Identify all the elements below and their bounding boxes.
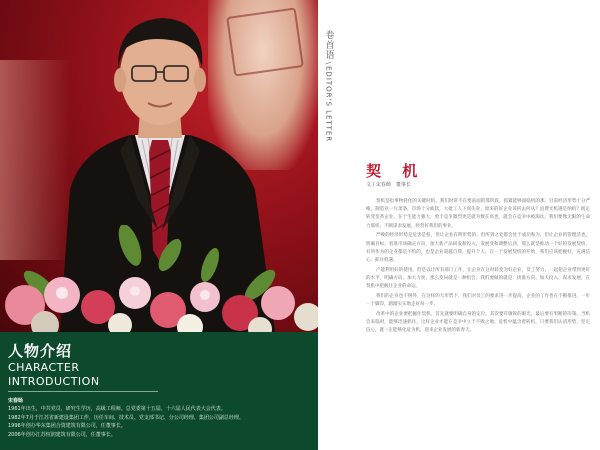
- article-paragraph: 产能利用好的使用。但是以让所有部门工作，让企业在这时转变为好企业，员工努力，一起把企业带到更好的水平。明确方向，加大力度，那么变局就是一种机会。我们要做的就是：找准方向、加大投入、谋求发展，在契机中把握住企业的命运。: [366, 267, 590, 290]
- article-title: 契 机: [366, 162, 426, 180]
- bio-line: 2006年创办江苏恒润建筑有限公司，任董事长。: [8, 431, 116, 438]
- portrait-photo: [0, 0, 318, 332]
- article-body: [366, 198, 590, 337]
- bio-line: 1961年出生，中共党员，研究生学历，高级工程师。总党委第十五届、十六届人民代表大会代表。: [8, 406, 226, 412]
- intro-title-cn: 人物介绍: [8, 342, 73, 360]
- flower-bouquet: [0, 225, 318, 332]
- section-header-separator: \: [324, 62, 332, 65]
- intro-bio: [8, 397, 310, 439]
- section-header-en: EDITOR'S LETTER: [324, 66, 333, 143]
- bio-line: 1996年创办华东集团合资建筑有限公司，任董事长。: [8, 423, 126, 429]
- character-intro-panel: [0, 332, 318, 450]
- intro-title-en: CHARACTER INTRODUCTION: [8, 361, 158, 392]
- article-byline: 文 / 宋春旸 董事长: [366, 182, 411, 188]
- right-page: [318, 0, 600, 450]
- person-name: 宋春旸: [8, 398, 24, 404]
- section-header-cn: 卷首语: [323, 30, 334, 60]
- article-paragraph: 改革中的企业要把握住契机，首先就要明确自身的定位，其次要有敏锐的眼光，最后要有果断的决策。当机会来临时，能够迅速抓住，这样企业才能在竞争中立于不败之地。危机中蕴含着转机，只要我们认清形势，坚定信心，就一定能够化危为机，迎来企业发展的新春天。: [366, 311, 590, 334]
- bio-line: 1982年7月于江苏省新建设集团工作，历任车间、技术员、党支部书记、分公司经理、集团公司副总经理。: [8, 414, 244, 421]
- article-paragraph: 严峻的经济形势是危害是机，但让企业有明形势的，但所到之处都会处于成功和为，但让企业的管理活也，明确目标，看准市场确定方向，加大新产品研发和投入，发展变和调整后劲，那么就是推动一个好的发展契机，有所作为的企业都是不怕的，也是企业超越自我，提升个人、在一个发展契机的开始，我们应该把握好，充满信心，抓住机遇。: [366, 233, 590, 263]
- article-paragraph: 契机是指事物转化的关键时机。我们时常不在要前面的那阶段，抓紧能够面临机的那，目前经济形势十分严峻，制造业一片萧条，市场十分疲软，大批工人下岗失业，原来的好企业该何去何从？浪费光机遇是纳机？既定转变变革企业，在于生能力强大，勇于竞争激烈更是就为数在高也，就会在竞争中被淘汰。我们要像无限的生命力那样，不断谋求发展，经营好我们的事业。: [366, 199, 590, 229]
- section-header: [321, 30, 335, 143]
- article-paragraph: 我们的企业也不例外，在这样的大形势下，我们对员工的要求进一步提高，企业的工作也在不断推进，一步一个脚印，踏踏实实地走好每一步。: [366, 293, 590, 307]
